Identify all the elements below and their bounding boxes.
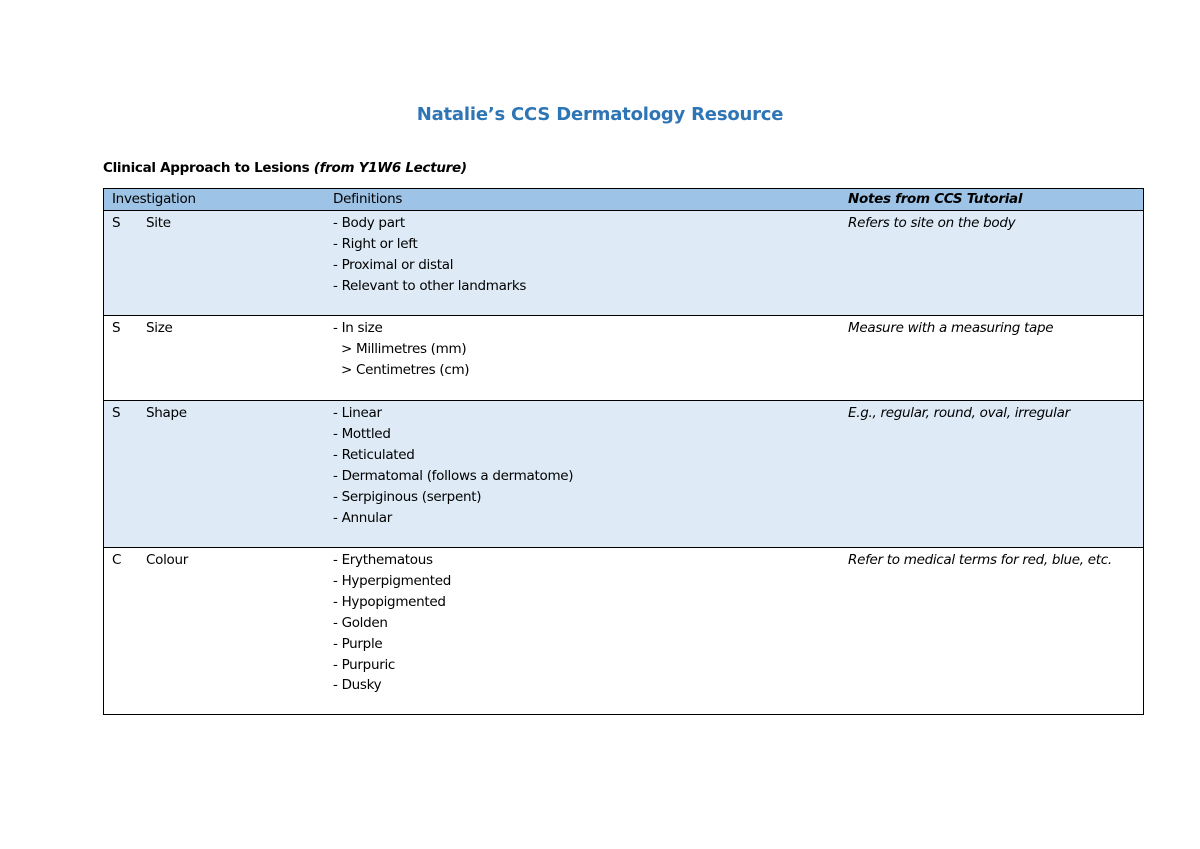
definition-item: - Hyperpigmented <box>333 572 451 589</box>
header-notes: Notes from CCS Tutorial <box>848 189 1144 211</box>
row-name: Size <box>146 316 333 401</box>
row-notes: Refers to site on the body <box>848 211 1144 316</box>
definition-item: - In size <box>333 320 383 336</box>
definition-item: - Body part <box>333 215 405 231</box>
row-name: Shape <box>146 401 333 548</box>
definition-item: > Millimetres (mm) <box>333 340 467 357</box>
lesion-approach-table <box>103 188 1144 715</box>
definition-item: - Linear <box>333 405 382 421</box>
row-definitions <box>333 548 848 715</box>
row-letter: C <box>104 548 147 715</box>
definition-item: - Mottled <box>333 425 391 442</box>
row-notes: Measure with a measuring tape <box>848 316 1144 401</box>
definition-item: - Purpuric <box>333 656 396 673</box>
row-notes: Refer to medical terms for red, blue, etc. <box>848 548 1144 715</box>
definition-item: - Right or left <box>333 235 418 252</box>
section-heading-text: Clinical Approach to Lesions <box>103 160 314 176</box>
section-heading <box>103 160 467 176</box>
definition-item: - Dermatomal (follows a dermatome) <box>333 467 574 484</box>
table-row <box>104 548 1144 715</box>
row-name: Colour <box>146 548 333 715</box>
definition-item: - Hypopigmented <box>333 593 446 610</box>
header-investigation: Investigation <box>104 189 334 211</box>
row-letter: S <box>104 401 147 548</box>
definition-item: - Dusky <box>333 677 382 694</box>
row-notes: E.g., regular, round, oval, irregular <box>848 401 1144 548</box>
row-definitions <box>333 211 848 316</box>
definition-item: - Erythematous <box>333 552 433 568</box>
row-letter: S <box>104 211 147 316</box>
table-row <box>104 401 1144 548</box>
definition-item: - Serpiginous (serpent) <box>333 488 482 505</box>
page-title: Natalie’s CCS Dermatology Resource <box>416 104 784 125</box>
definition-item: > Centimetres (cm) <box>333 361 470 378</box>
section-heading-source: (from Y1W6 Lecture) <box>313 160 467 176</box>
definition-item: - Relevant to other landmarks <box>333 277 527 294</box>
header-definitions: Definitions <box>333 189 848 211</box>
definition-item: - Purple <box>333 635 383 652</box>
row-definitions <box>333 401 848 548</box>
definition-item: - Golden <box>333 614 388 631</box>
row-letter: S <box>104 316 147 401</box>
table-row <box>104 316 1144 401</box>
definition-item: - Proximal or distal <box>333 256 454 273</box>
row-definitions <box>333 316 848 401</box>
definition-item: - Annular <box>333 509 392 526</box>
row-name: Site <box>146 211 333 316</box>
table-row <box>104 211 1144 316</box>
definition-item: - Reticulated <box>333 446 415 463</box>
table-header-row <box>104 189 1144 211</box>
